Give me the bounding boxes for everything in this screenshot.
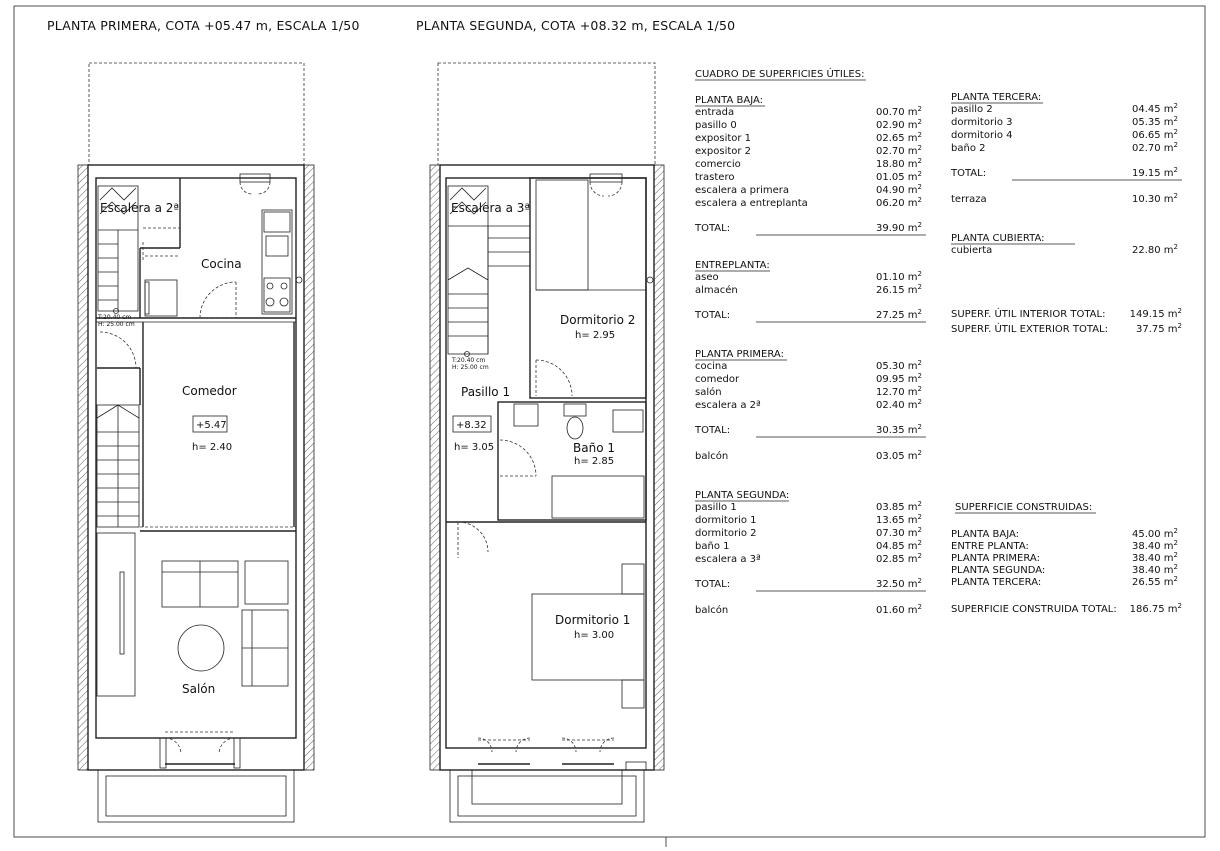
surface-row-name: escalera a entreplanta xyxy=(695,198,808,209)
surface-row-value: 04.85 $m^2$ xyxy=(875,539,922,552)
planta_segunda-extra-label: balcón xyxy=(695,605,729,616)
upper-outline-2 xyxy=(438,63,655,165)
plan2-title: PLANTA SEGUNDA, COTA +08.32 m, ESCALA 1/50 xyxy=(416,18,736,33)
surface-row-name: pasillo 0 xyxy=(695,120,737,131)
surface-row-value: 06.65 $m^2$ xyxy=(1131,128,1178,141)
construida-row-value: 38.40 $m^2$ xyxy=(1131,551,1178,564)
surface-table xyxy=(694,67,1182,616)
construida-row-name: ENTRE PLANTA: xyxy=(951,541,1029,552)
construida-row-value: 26.55 $m^2$ xyxy=(1131,575,1178,588)
plan1-stair-label: Escalera a 2ª xyxy=(100,201,180,215)
plan1-stair-note-1: T:20.40 cm xyxy=(98,314,132,321)
surface-row-value: 02.70 $m^2$ xyxy=(875,144,922,157)
living-label: Salón xyxy=(182,682,216,696)
construida-row-name: PLANTA BAJA: xyxy=(951,529,1020,540)
bath-label: Baño 1 xyxy=(573,441,615,455)
surface-row-name: dormitorio 2 xyxy=(695,528,757,539)
surface-row-name: dormitorio 4 xyxy=(951,130,1013,141)
surface-row-value: 13.65 $m^2$ xyxy=(875,513,922,526)
planta_baja-total-value: 39.90 $m^2$ xyxy=(875,221,922,234)
surface-row-name: comercio xyxy=(695,159,741,170)
entreplanta-title: ENTREPLANTA: xyxy=(695,260,770,271)
construida-row-name: PLANTA SEGUNDA: xyxy=(951,565,1046,576)
surface-row-value: 02.70 $m^2$ xyxy=(1131,141,1178,154)
upper-outline xyxy=(89,63,304,165)
bath-height: h= 2.85 xyxy=(574,456,615,467)
table-heading: CUADRO DE SUPERFICIES ÚTILES: xyxy=(695,69,865,80)
surface-row-value: 02.90 $m^2$ xyxy=(875,118,922,131)
construida-row-name: PLANTA PRIMERA: xyxy=(951,553,1040,564)
left-party-wall-2 xyxy=(430,165,440,770)
surface-row-value: 00.70 $m^2$ xyxy=(875,105,922,118)
planta_tercera-total-label: TOTAL: xyxy=(951,168,987,179)
stair-lower-1 xyxy=(97,332,140,527)
surface-row-value: 04.90 $m^2$ xyxy=(875,183,922,196)
surface-row-name: expositor 2 xyxy=(695,146,752,157)
left-party-wall xyxy=(78,165,88,770)
surface-row-value: 05.35 $m^2$ xyxy=(1131,115,1178,128)
plan-primera xyxy=(78,63,314,822)
plan1-title: PLANTA PRIMERA, COTA +05.47 m, ESCALA 1/50 xyxy=(47,18,360,33)
bedroom1-height: h= 3.00 xyxy=(574,630,615,641)
surface-row-name: cubierta xyxy=(951,245,993,256)
dining-label: Comedor xyxy=(182,384,237,398)
surface-row-value: 02.85 $m^2$ xyxy=(875,552,922,565)
util-total-name: SUPERF. ÚTIL INTERIOR TOTAL: xyxy=(951,309,1106,320)
balcony-1 xyxy=(98,770,294,822)
construida-total-value: 186.75 $m^2$ xyxy=(1129,602,1182,615)
planta_segunda-extra-value: 01.60 $m^2$ xyxy=(875,603,922,616)
surface-row-name: escalera a 2ª xyxy=(695,400,761,411)
planta_primera-title: PLANTA PRIMERA: xyxy=(695,349,784,360)
bedroom2-height: h= 2.95 xyxy=(575,330,616,341)
bedroom2-label: Dormitorio 2 xyxy=(560,313,636,327)
right-party-wall-2 xyxy=(654,165,664,770)
surface-row-value: 04.45 $m^2$ xyxy=(1131,102,1178,115)
plan2-level-tag: +8.32 xyxy=(456,420,487,431)
entreplanta-total-value: 27.25 $m^2$ xyxy=(875,308,922,321)
construida-row-value: 45.00 $m^2$ xyxy=(1131,527,1178,540)
surface-row-value: 12.70 $m^2$ xyxy=(875,385,922,398)
plan1-level-tag: +5.47 xyxy=(196,420,227,431)
bedroom1-label: Dormitorio 1 xyxy=(555,613,631,627)
surface-row-name: dormitorio 1 xyxy=(695,515,757,526)
surface-row-value: 03.85 $m^2$ xyxy=(875,500,922,513)
plan1-stair-note-2: H: 25.00 cm xyxy=(98,321,135,328)
hall-height: h= 3.05 xyxy=(454,442,495,453)
planta_primera-extra-value: 03.05 $m^2$ xyxy=(875,449,922,462)
surface-row-value: 02.40 $m^2$ xyxy=(875,398,922,411)
surface-row-name: pasillo 1 xyxy=(695,502,737,513)
planta_cubierta-title: PLANTA CUBIERTA: xyxy=(951,233,1045,244)
plan2-stair-note-1: T:20.40 cm xyxy=(452,357,486,364)
util-total-name: SUPERF. ÚTIL EXTERIOR TOTAL: xyxy=(951,324,1109,335)
surface-row-name: cocina xyxy=(695,361,728,372)
living-furniture xyxy=(97,533,288,696)
surface-row-name: trastero xyxy=(695,172,735,183)
kitchen-label: Cocina xyxy=(201,257,242,271)
surface-row-name: entrada xyxy=(695,107,735,118)
construida-row-value: 38.40 $m^2$ xyxy=(1131,539,1178,552)
balcony-2 xyxy=(450,770,644,822)
surface-row-name: comedor xyxy=(695,374,740,385)
surface-row-name: aseo xyxy=(695,272,719,283)
surface-row-value: 09.95 $m^2$ xyxy=(875,372,922,385)
surface-row-name: almacén xyxy=(695,285,738,296)
planta_primera-total-label: TOTAL: xyxy=(695,425,731,436)
hall-label: Pasillo 1 xyxy=(461,385,511,399)
util-total-value: 37.75 $m^2$ xyxy=(1135,322,1182,335)
surface-row-value: 07.30 $m^2$ xyxy=(875,526,922,539)
right-party-wall xyxy=(304,165,314,770)
dining-height: h= 2.40 xyxy=(192,442,233,453)
surface-row-value: 06.20 $m^2$ xyxy=(875,196,922,209)
surface-row-value: 22.80 $m^2$ xyxy=(1131,243,1178,256)
surface-row-value: 01.10 $m^2$ xyxy=(875,270,922,283)
surface-row-name: expositor 1 xyxy=(695,133,752,144)
entreplanta-total-label: TOTAL: xyxy=(695,310,731,321)
surface-row-value: 18.80 $m^2$ xyxy=(875,157,922,170)
surface-row-name: dormitorio 3 xyxy=(951,117,1013,128)
planta_segunda-total-value: 32.50 $m^2$ xyxy=(875,577,922,590)
planta_tercera-extra-value: 10.30 $m^2$ xyxy=(1131,192,1178,205)
surface-row-value: 05.30 $m^2$ xyxy=(875,359,922,372)
plan-segunda xyxy=(430,63,664,822)
planta_segunda-total-label: TOTAL: xyxy=(695,579,731,590)
surface-row-name: pasillo 2 xyxy=(951,104,993,115)
surface-row-value: 01.05 $m^2$ xyxy=(875,170,922,183)
planta_tercera-extra-label: terraza xyxy=(951,194,987,205)
planta_tercera-total-value: 19.15 $m^2$ xyxy=(1131,166,1178,179)
surface-row-name: escalera a primera xyxy=(695,185,790,196)
surface-row-name: baño 2 xyxy=(951,143,986,154)
util-total-value: 149.15 $m^2$ xyxy=(1129,307,1182,320)
construidas-title: SUPERFICIE CONSTRUIDAS: xyxy=(955,502,1093,513)
surface-row-name: salón xyxy=(695,387,722,398)
construida-total-label: SUPERFICIE CONSTRUIDA TOTAL: xyxy=(951,604,1117,615)
planta_primera-extra-label: balcón xyxy=(695,451,729,462)
plan2-stair-label: Escalera a 3ª xyxy=(451,201,531,215)
surface-row-value: 26.15 $m^2$ xyxy=(875,283,922,296)
planta_baja-total-label: TOTAL: xyxy=(695,223,731,234)
surface-row-name: baño 1 xyxy=(695,541,730,552)
planta_baja-title: PLANTA BAJA: xyxy=(695,95,764,106)
planta_primera-total-value: 30.35 $m^2$ xyxy=(875,423,922,436)
surface-row-name: escalera a 3ª xyxy=(695,554,761,565)
planta_segunda-title: PLANTA SEGUNDA: xyxy=(695,490,790,501)
construida-row-value: 38.40 $m^2$ xyxy=(1131,563,1178,576)
planta_tercera-title: PLANTA TERCERA: xyxy=(951,92,1042,103)
plan2-stair-note-2: H: 25.00 cm xyxy=(452,364,489,371)
surface-row-value: 02.65 $m^2$ xyxy=(875,131,922,144)
construida-row-name: PLANTA TERCERA: xyxy=(951,577,1042,588)
